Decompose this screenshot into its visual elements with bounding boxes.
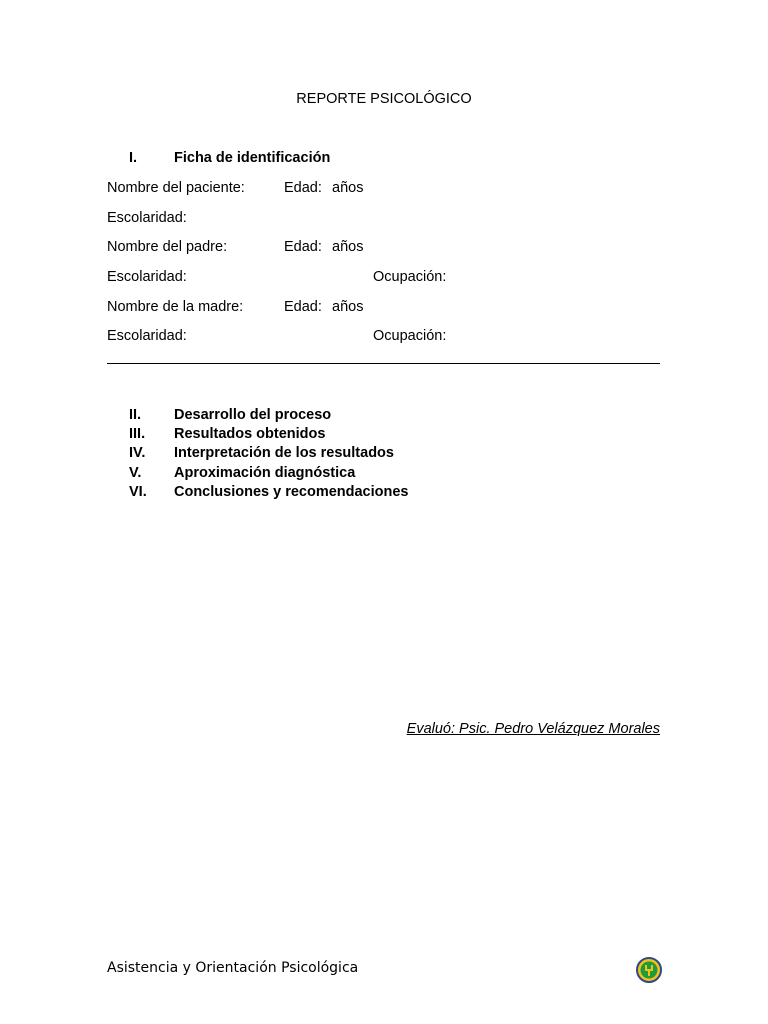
mother-schooling-label: Escolaridad: (107, 328, 187, 344)
section-6-label: Conclusiones y recomendaciones (174, 484, 409, 500)
mother-years-label: años (332, 299, 364, 315)
mother-name-label: Nombre de la madre: (107, 299, 244, 315)
section-4-number: IV. (129, 445, 146, 461)
organization-seal-icon (636, 957, 662, 983)
section-3-number: III. (129, 426, 146, 442)
section-3-label: Resultados obtenidos (174, 426, 326, 442)
section-4-label: Interpretación de los resultados (174, 445, 394, 461)
mother-age-label: Edad: (284, 299, 322, 315)
father-schooling-label: Escolaridad: (107, 269, 187, 285)
patient-name-label: Nombre del paciente: (107, 180, 245, 196)
patient-years-label: años (332, 180, 364, 196)
section-2-label: Desarrollo del proceso (174, 407, 332, 423)
patient-age-label: Edad: (284, 180, 322, 196)
section-2-number: II. (129, 407, 142, 423)
section-5-number: V. (129, 465, 142, 481)
mother-occupation-label: Ocupación: (373, 328, 447, 344)
father-occupation-label: Ocupación: (373, 269, 447, 285)
patient-schooling-label: Escolaridad: (107, 210, 187, 226)
father-age-label: Edad: (284, 239, 322, 255)
evaluator-signature-line: Evaluó: Psic. Pedro Velázquez Morales (406, 721, 660, 737)
father-years-label: años (332, 239, 364, 255)
section-1-number: I. (129, 150, 138, 166)
footer-text: Asistencia y Orientación Psicológica (107, 960, 359, 976)
document-title: REPORTE PSICOLÓGICO (296, 91, 472, 107)
section-1-label: Ficha de identificación (174, 150, 331, 166)
father-name-label: Nombre del padre: (107, 239, 228, 255)
section-divider (107, 363, 660, 364)
section-6-number: VI. (129, 484, 147, 500)
section-5-label: Aproximación diagnóstica (174, 465, 356, 481)
